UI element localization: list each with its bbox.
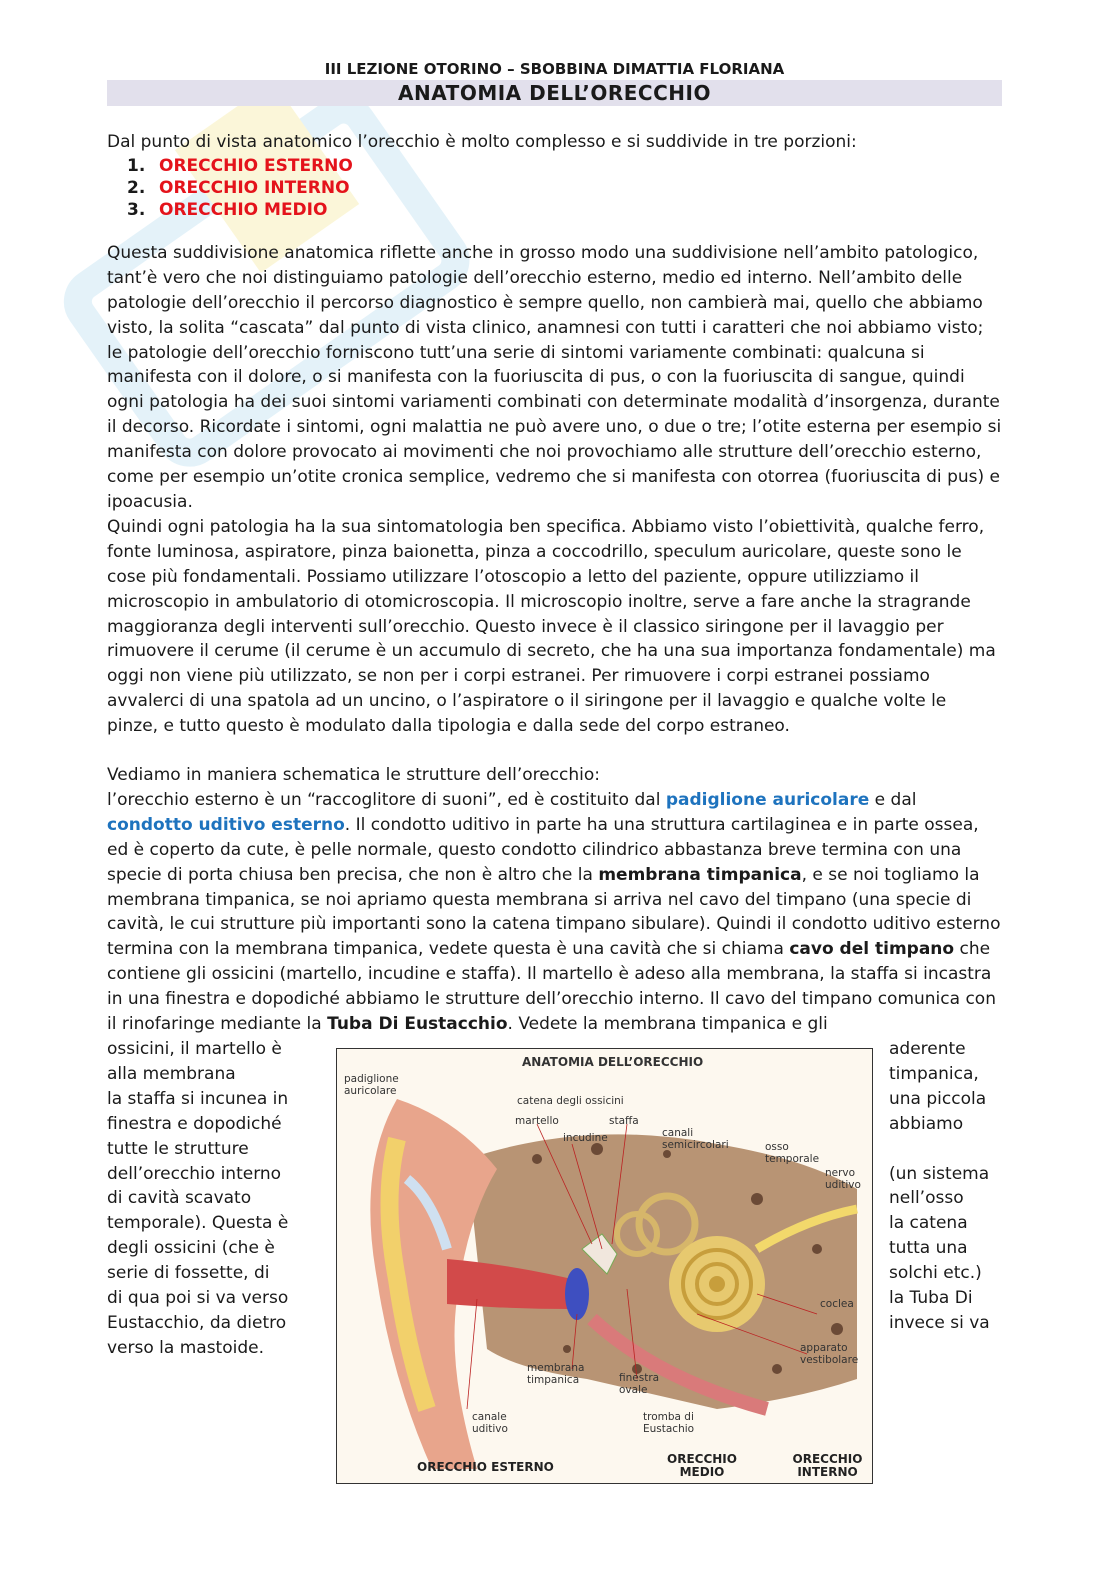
list-item: 2. ORECCHIO INTERNO bbox=[127, 177, 350, 198]
ear-anatomy-figure bbox=[336, 1048, 873, 1484]
term-membrana: membrana timpanica bbox=[598, 864, 802, 885]
page-title: ANATOMIA DELL’ORECCHIO bbox=[107, 80, 1002, 106]
label-finestra: finestra ovale bbox=[619, 1372, 660, 1396]
label-coclea: coclea bbox=[820, 1298, 854, 1310]
label-orecchio-interno: ORECCHIO INTERNO bbox=[792, 1452, 863, 1479]
term-padiglione: padiglione auricolare bbox=[665, 789, 870, 810]
label-canali: canali semicircolari bbox=[662, 1127, 729, 1151]
wrap-text-right: aderente timpanica, una piccola abbiamo (un sistema nell’osso la catena tutta una solchi etc.) la Tuba Di invece si va bbox=[889, 1039, 990, 1333]
list-item: 3. ORECCHIO MEDIO bbox=[127, 199, 328, 220]
label-nervo: nervo uditivo bbox=[825, 1167, 861, 1191]
figure-wrap-area bbox=[107, 1037, 1002, 1497]
label-catena: catena degli ossicini bbox=[517, 1095, 624, 1107]
label-padiglione: padiglione auricolare bbox=[344, 1073, 399, 1097]
lesson-header: III LEZIONE OTORINO – SBOBBINA DIMATTIA FLORIANA bbox=[324, 60, 785, 78]
label-orecchio-esterno: ORECCHIO ESTERNO bbox=[417, 1460, 554, 1474]
label-membrana: membrana timpanica bbox=[527, 1362, 585, 1386]
list-item: 1. ORECCHIO ESTERNO bbox=[127, 155, 353, 176]
term-tuba: Tuba Di Eustacchio bbox=[327, 1014, 508, 1035]
label-martello: martello bbox=[515, 1115, 559, 1127]
term-cavo: cavo del timpano bbox=[789, 939, 955, 960]
portions-list bbox=[107, 155, 1002, 221]
term-condotto: condotto uditivo esterno bbox=[107, 814, 345, 835]
paragraph-pathology: Questa suddivisione anatomica riflette anche in grosso modo una suddivisione nell’ambito patologico, tant’è vero che noi distinguiamo patologie dell’orecchio esterno, medio ed interno. Nell’ambito delle patologie dell’orecchio il percorso diagnostico è sempre quello, non cambierà mai, quello che abbiamo visto, la solita “cascata” dal punto di vista clinico, anamnesi con tutti i caratteri che noi abbiamo visto; le patologie dell’orecchio forniscono tutt’una serie di sintomi variamente combinati: qualcuna si manifesta con il dolore, o si manifesta con la fuoriuscita di pus, o con la fuoriuscita di sangue, quindi ogni patologia ha dei suoi sintomi variamenti combinati con determinate modalità d’insorgenza, durante il decorso. Ricordate i sintomi, ogni malattia ne può avere uno, o due o tre; l’otite esterna per esempio si manifesta con dolore provocato ai movimenti che noi provochiamo alle strutture dell’orecchio esterno, come per esempio un’otite cronica semplice, vedremo che si manifesta con otorrea (fuoriuscita di pus) e ipoacusia. bbox=[107, 242, 1002, 512]
wrap-text-left: ossicini, il martello è alla membrana la staffa si incunea in finestra e dopodiché tutte le strutture dell’orecchio interno di cavità scavato temporale). Questa è degli ossicini (che è serie di fossette, di di qua poi si va verso Eustacchio, da dietro verso la mastoide. bbox=[107, 1039, 289, 1358]
label-osso: osso temporale bbox=[765, 1141, 820, 1165]
figure-title: ANATOMIA DELL’ORECCHIO bbox=[522, 1055, 704, 1069]
intro-text: Dal punto di vista anatomico l’orecchio è molto complesso e si suddivide in tre porzioni: bbox=[107, 132, 857, 152]
label-orecchio-medio: ORECCHIO MEDIO bbox=[667, 1452, 737, 1479]
label-incudine: incudine bbox=[563, 1132, 608, 1144]
label-canale: canale uditivo bbox=[472, 1411, 508, 1435]
paragraph-structures: Vediamo in maniera schematica le strutture dell’orecchio: l’orecchio esterno è un “raccoglitore di suoni”, ed è costituito dal padiglione auricolare e dal condotto uditivo esterno. Il condotto uditivo in parte ha una struttura cartilaginea e in parte ossea, ed è coperto da cute, è pelle normale, questo condotto cilindrico abbastanza breve termina con una specie di porta chiusa ben precisa, che non è altro che la membrana timpanica, e se noi togliamo la membrana timpanica, se noi apriamo questa membrana si arriva nel cavo del timpano (una specie di cavità, le cui strutture più importanti sono la catena timpano sibulare). Quindi il condotto uditivo esterno termina con la membrana timpanica, vedete questa è una cavità che si chiama cavo del timpano che contiene gli ossicini (martello, incudine e staffa). Il martello è adeso alla membrana, la staffa si incastra in una finestra e dopodiché abbiamo le strutture dell’orecchio interno. Il cavo del timpano comunica con il rinofaringe mediante la Tuba Di Eustacchio. Vedete la membrana timpanica e gli bbox=[107, 765, 1001, 1035]
ear-illustration bbox=[337, 1049, 872, 1483]
label-tromba: tromba di Eustachio bbox=[643, 1411, 695, 1435]
paragraph-tools: Quindi ogni patologia ha la sua sintomatologia ben specifica. Abbiamo visto l’obiettività, qualche ferro, fonte luminosa, aspiratore, pinza baionetta, pinza a coccodrillo, speculum auricolare, queste sono le cose più fondamentali. Possiamo utilizzare l’otoscopio a letto del paziente, oppure utilizziamo il microscopio in ambulatorio di otomicroscopia. Il microscopio inoltre, serve a fare anche la stragrande maggioranza degli interventi sull’orecchio. Questo invece è il classico siringone per il lavaggio per rimuovere il cerume (il cerume è un accumulo di secreto, che ha una sua importanza fondamentale) ma oggi non viene più utilizzato, se non per i corpi estranei. Per rimuovere i corpi estranei possiamo avvalerci di una spatola ad un uncino, o l’aspiratore o il siringone per il lavaggio e qualche volte le pinze, e tutto questo è modulato dalla tipologia e dalla sede del corpo estraneo. bbox=[107, 516, 996, 737]
label-apparato: apparato vestibolare bbox=[800, 1342, 859, 1366]
label-staffa: staffa bbox=[609, 1115, 639, 1127]
document-page bbox=[107, 60, 1002, 1497]
